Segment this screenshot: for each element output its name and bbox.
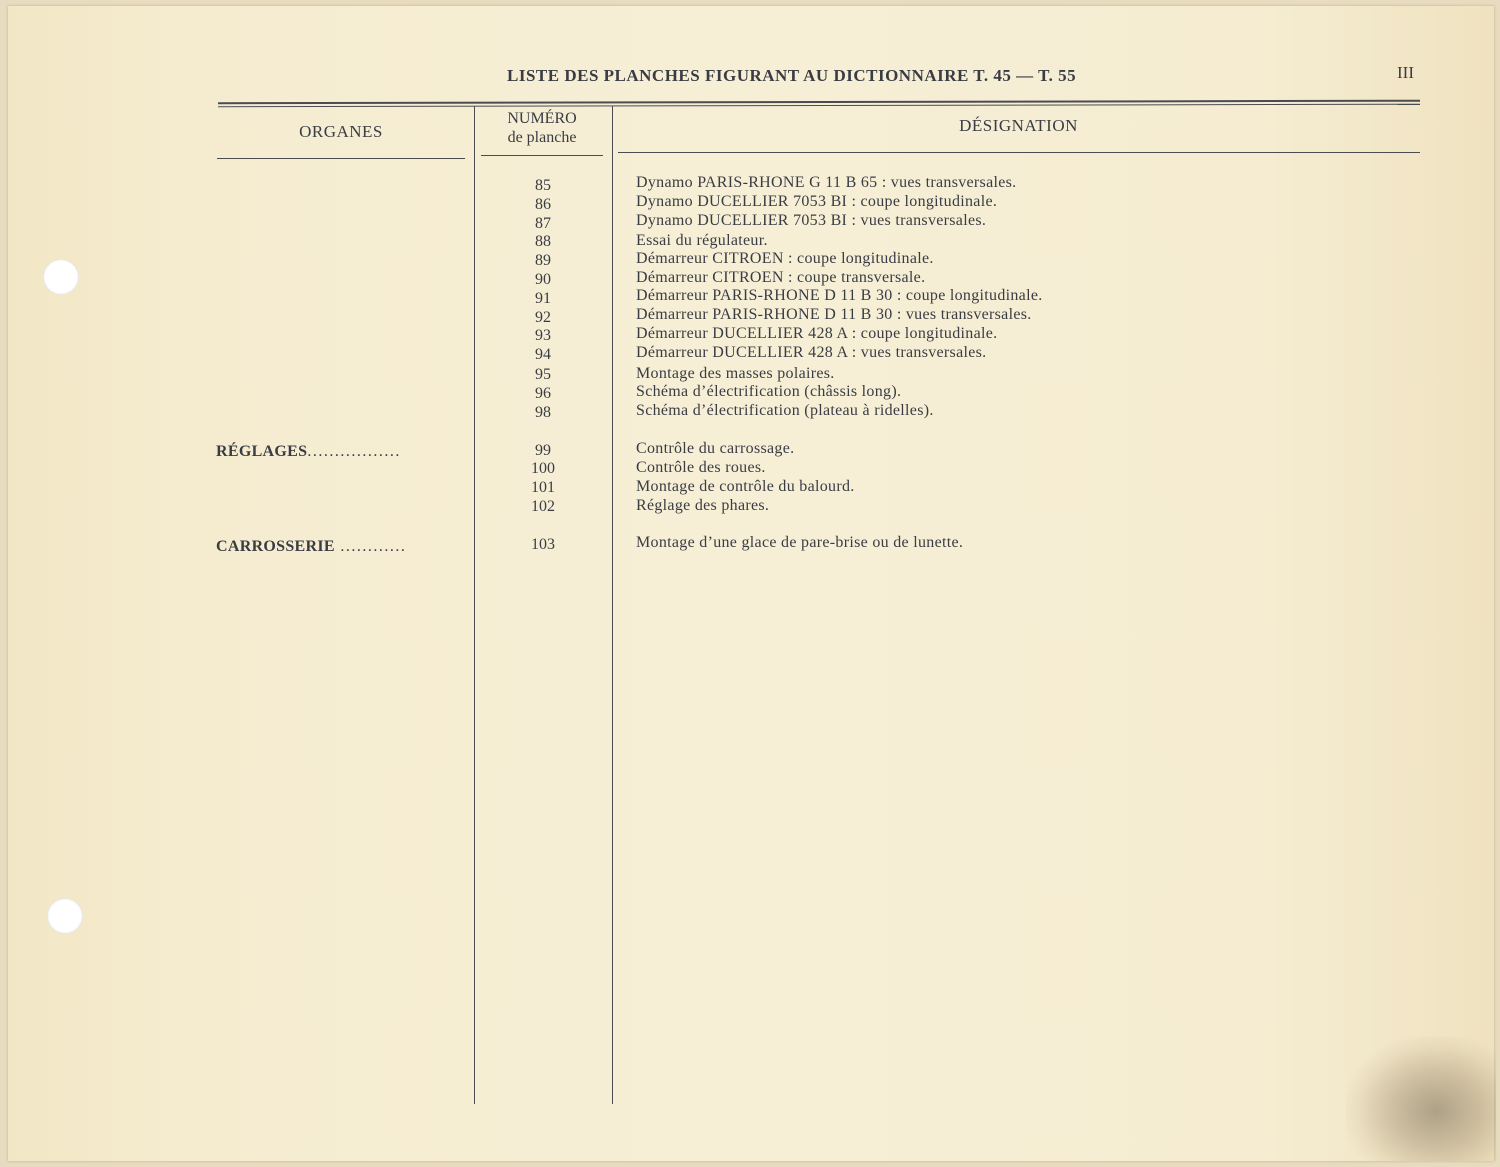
header-rule <box>217 158 465 159</box>
plate-designation: Démarreur DUCELLIER 428 A : coupe longitudinale. <box>636 325 998 342</box>
plate-designation: Dynamo DUCELLIER 7053 BI : vues transversales. <box>636 212 987 229</box>
plate-number: 101 <box>531 479 555 496</box>
column-divider <box>612 106 613 1104</box>
plate-designation: Démarreur PARIS-RHONE D 11 B 30 : coupe longitudinale. <box>636 287 1043 304</box>
plate-number: 102 <box>531 498 555 515</box>
binder-hole <box>43 259 79 295</box>
header-rule <box>618 152 1420 153</box>
plate-designation: Démarreur CITROEN : coupe longitudinale. <box>636 250 934 267</box>
column-divider <box>474 106 475 1104</box>
plate-designation: Montage de contrôle du balourd. <box>636 478 855 495</box>
column-header-numero-line1: NUMÉRO <box>507 110 577 127</box>
plate-designation: Contrôle des roues. <box>636 459 766 476</box>
plate-designation: Réglage des phares. <box>636 497 770 514</box>
plate-number: 91 <box>535 290 551 307</box>
plate-designation: Dynamo DUCELLIER 7053 BI : coupe longitudinale. <box>636 193 998 210</box>
plate-designation: Dynamo PARIS-RHONE G 11 B 65 : vues transversales. <box>636 174 1017 191</box>
plate-designation: Schéma d’électrification (plateau à ridelles). <box>636 402 934 419</box>
binder-hole <box>47 898 83 934</box>
column-header-numero-line2: de planche <box>507 129 577 146</box>
plate-number: 92 <box>535 309 551 326</box>
plate-designation: Essai du régulateur. <box>636 232 768 249</box>
column-header-numero <box>481 109 603 147</box>
plate-designation: Contrôle du carrossage. <box>636 440 795 457</box>
plate-number: 85 <box>535 177 551 194</box>
plate-designation: Démarreur PARIS-RHONE D 11 B 30 : vues transversales. <box>636 306 1032 323</box>
plate-designation: Montage d’une glace de pare-brise ou de lunette. <box>636 534 964 551</box>
leader-dots: ............ <box>334 538 407 555</box>
plate-number: 89 <box>535 252 551 269</box>
stain <box>1346 1036 1496 1161</box>
plate-number: 88 <box>535 233 551 250</box>
plate-number: 95 <box>535 366 551 383</box>
column-header-organes: ORGANES <box>299 122 383 141</box>
header-rule <box>481 155 603 156</box>
section-label-text: CARROSSERIE <box>216 538 335 555</box>
page-number: III <box>1397 63 1414 82</box>
plate-number: 87 <box>535 215 551 232</box>
plate-designation: Démarreur CITROEN : coupe transversale. <box>636 269 926 286</box>
plate-number: 103 <box>531 536 555 553</box>
plate-designation: Montage des masses polaires. <box>636 365 835 382</box>
plate-number: 98 <box>535 404 551 421</box>
plate-number: 94 <box>535 346 551 363</box>
page-title: LISTE DES PLANCHES FIGURANT AU DICTIONNAIRE T. 45 — T. 55 <box>507 66 1077 85</box>
leader-dots: ................. <box>307 443 401 460</box>
plate-number: 86 <box>535 196 551 213</box>
section-label-text: RÉGLAGES <box>216 443 308 460</box>
column-header-designation: DÉSIGNATION <box>959 116 1078 135</box>
plate-designation: Démarreur DUCELLIER 428 A : vues transversales. <box>636 344 987 361</box>
plate-number: 90 <box>535 271 551 288</box>
plate-number: 100 <box>531 460 555 477</box>
plate-number: 93 <box>535 327 551 344</box>
plate-designation: Schéma d’électrification (châssis long). <box>636 383 902 400</box>
section-label-reglages <box>216 443 401 461</box>
section-label-carrosserie <box>216 538 406 556</box>
plate-number: 99 <box>535 442 551 459</box>
plate-number: 96 <box>535 385 551 402</box>
